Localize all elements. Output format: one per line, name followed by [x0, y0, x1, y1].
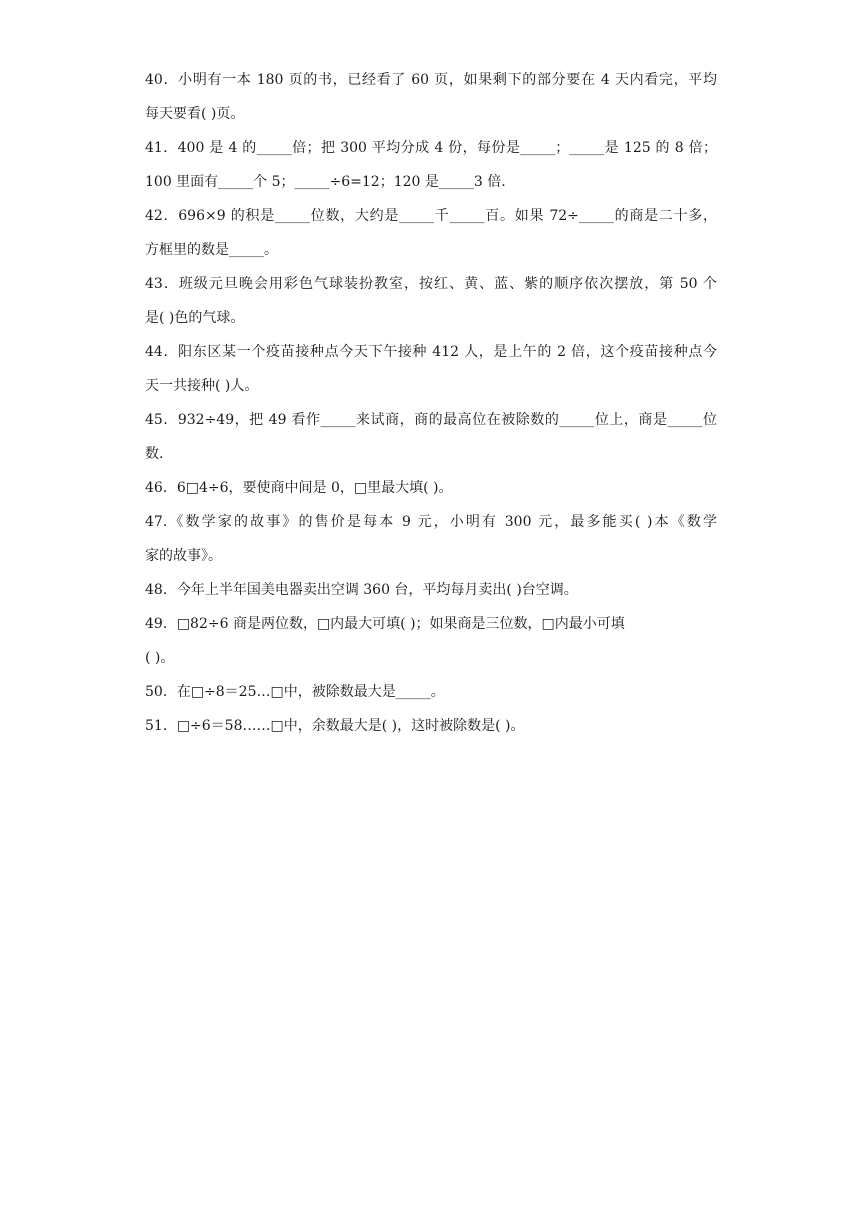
question-51-line-1: 51．□÷6＝58……□中，余数最大是( )，这时被除数是( )。	[145, 718, 525, 734]
question-41-line-2: 100 里面有_____个 5；_____÷6=12；120 是_____3 倍.	[145, 174, 506, 190]
question-41-line-1: 41．400 是 4 的_____倍；把 300 平均分成 4 份，每份是_____；_____是 125 的 8 倍；	[145, 140, 717, 156]
question-49-line-2: ( )。	[145, 650, 175, 666]
question-49-line-1: 49．□82÷6 商是两位数，□内最大可填( )；如果商是三位数，□内最小可填	[145, 616, 625, 632]
question-44-line-2: 天一共接种( )人。	[145, 378, 259, 394]
question-47-line-1: 47.《数学家的故事》的售价是每本 9 元，小明有 300 元，最多能买( )本《数学	[145, 514, 717, 530]
question-list	[145, 63, 717, 743]
question-44-line-1: 44．阳东区某一个疫苗接种点今天下午接种 412 人，是上午的 2 倍，这个疫苗接种点今	[145, 344, 717, 360]
question-43-line-2: 是( )色的气球。	[145, 310, 245, 326]
question-40-line-1: 40．小明有一本 180 页的书，已经看了 60 页，如果剩下的部分要在 4 天内看完，平均	[145, 72, 717, 88]
question-50-line-1: 50．在□÷8＝25…□中，被除数最大是_____。	[145, 684, 445, 700]
question-40-line-2: 每天要看( )页。	[145, 106, 245, 122]
question-46-line-1: 46．6□4÷6，要使商中间是 0，□里最大填( )。	[145, 480, 453, 496]
question-47-line-2: 家的故事》。	[145, 548, 222, 564]
question-45-line-1: 45．932÷49，把 49 看作_____来试商，商的最高位在被除数的_____位上，商是_____位	[145, 412, 717, 428]
question-42-line-2: 方框里的数是_____。	[145, 242, 278, 258]
question-48-line-1: 48．今年上半年国美电器卖出空调 360 台，平均每月卖出( )台空调。	[145, 582, 578, 598]
question-43-line-1: 43．班级元旦晚会用彩色气球装扮教室，按红、黄、蓝、紫的顺序依次摆放，第 50 个	[145, 276, 717, 292]
question-42-line-1: 42．696×9 的积是_____位数，大约是_____千_____百。如果 72÷_____的商是二十多，	[145, 208, 717, 224]
question-45-line-2: 数.	[145, 446, 164, 462]
